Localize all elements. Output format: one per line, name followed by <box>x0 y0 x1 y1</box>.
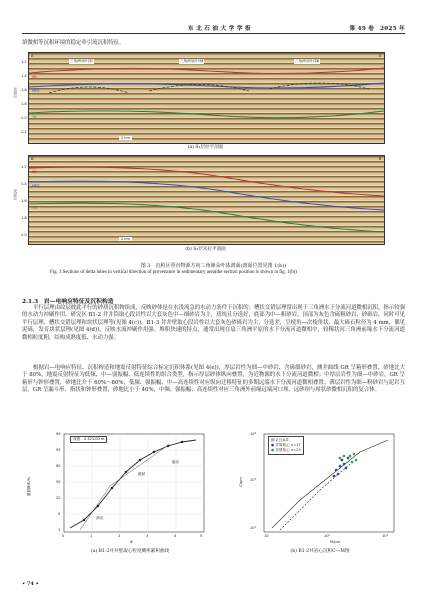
surface-sb-b: SB <box>32 170 37 174</box>
xtick-4a-3: 3 <box>146 534 149 538</box>
ytick-4b-2: 10² <box>250 526 257 530</box>
lobe-label-3: 三角洲朵叶体Ⅲ <box>295 59 320 63</box>
xtick-4a-2: 2 <box>118 534 121 538</box>
depth-tick-a-5: 2.2 <box>21 130 27 134</box>
seismic-section-b <box>28 155 385 245</box>
xlabel-4b: M/μm <box>330 540 341 544</box>
xtick-4a-1: 1 <box>90 534 93 538</box>
depth-label-a: 时间/s <box>13 87 18 98</box>
ytick-4b-0: 10⁴ <box>250 432 257 436</box>
xtick-4b-2: 10³ <box>382 534 389 538</box>
label-rolling: 滚动 <box>96 516 104 520</box>
lobe-label-2: 三角洲朵叶体Ⅱ <box>180 59 204 63</box>
journal-title: 东 北 石 油 大 学 学 报 <box>188 26 251 32</box>
surface-sb-a: SB <box>32 75 37 79</box>
seismic-section-a <box>28 52 385 144</box>
figure4a-plot <box>40 430 210 542</box>
volume-year: 第 49 卷 2025 年 <box>349 26 405 32</box>
legend-4b <box>268 436 304 455</box>
depth-tick-b-3: 1.8 <box>21 216 27 220</box>
caption-fig4a: (a) B1-2井井壁取心粒度概率累积曲线 <box>90 549 170 554</box>
depth-note: 深度：4 323.00 m <box>70 436 107 443</box>
legend-item-core: ● 井筒取心 n=17 <box>271 443 301 447</box>
label-a: A <box>31 54 34 58</box>
ytick-4b-1: 10³ <box>250 478 257 482</box>
scale-bar-b: 2 km <box>121 237 131 241</box>
depth-tick-a-1: 1.4 <box>21 74 27 78</box>
legend-title: 图 2 区A井 <box>271 438 289 442</box>
xtick-4b-0: 10 <box>264 534 269 538</box>
xlabel-4a: Φ <box>130 540 133 544</box>
section-title: 2.1.3 岩—电响应特征及沉积构造 <box>22 299 114 305</box>
depth-tick-a-0: 1.2 <box>21 60 27 64</box>
label-b-prime: B′ <box>378 157 382 161</box>
surface-mfs-b: MFS <box>32 184 40 188</box>
label-b: B <box>31 157 34 161</box>
legend-label-core: 井筒取心 n=17 <box>275 443 301 447</box>
ylabel-4b: C/μm <box>238 477 243 487</box>
caption-seismic-a: (a) S₂层拉平剖面 <box>187 145 224 150</box>
figure3-caption-en: Fig. 3 Sections of delta lobes in vertical direction of provenance in sedimentary area(the section position is shown in fig. 1(b)) <box>50 270 297 275</box>
label-jump: 跳跃 <box>138 472 146 476</box>
depth-tick-b-0: 1.2 <box>21 165 27 169</box>
ytick-4a-2: 80 <box>56 464 61 468</box>
xtick-4a-0: 0 <box>62 534 65 538</box>
ytick-4a-6: 1 <box>58 528 61 532</box>
ytick-4a-5: 5 <box>58 512 61 516</box>
legend-label-sidewall: 井壁取心 n=23 <box>275 448 301 452</box>
depth-tick-b-2: 1.6 <box>21 199 27 203</box>
caption-seismic-b: (b) S₂层未拉平剖面 <box>185 247 226 252</box>
label-suspension: 悬浮 <box>172 460 180 464</box>
xtick-4b-1: 10² <box>324 534 331 538</box>
ytick-4a-0: 99 <box>56 432 61 436</box>
label-a-prime: A′ <box>378 54 382 58</box>
figure3-caption-cn: 图 3 沉积区垂直物源方向三角洲朵叶体剖面(剖面位置见图 1(b)) <box>140 263 287 269</box>
ytick-4a-4: 20 <box>56 496 61 500</box>
surface-mfs-a: MFS <box>32 89 40 93</box>
lobe-label-1: 三角洲朵叶体Ⅰ <box>70 59 93 63</box>
xtick-4a-4: 4 <box>174 534 177 538</box>
intro-line: 填微相等沉积环境的稳定牵引流沉积特征。 <box>22 40 125 46</box>
caption-fig4b: (b) B1-2井岩心沉积C—M图 <box>290 549 350 554</box>
header-rule <box>22 33 405 34</box>
paragraph-2: 根据岩—电响应特征、沉积构造和地震反射特征综合标定沉积体系(见图 4(e))，厚层岩性为细—中砂岩、含砾细砂岩，测井曲线 GR 呈箱形叠置，砂地比大于 80%，地震反射特征为低频、中—弱振幅、低连续性的组合类型，指示厚层砂体纵向叠置，为近物源的水下分流河道微相；中厚层岩性为细—中砂岩，GR 呈箱形与钟形叠置，砂地比介于 60%～80%，低频、强振幅、中—高连续性对应纵向迁移特征的多期远端水下分流河道微相叠置；薄层岩性为细—粉砂岩与泥岩互层，GR 呈漏斗形、指状和钟形叠置，砂地比小于 40%，中频、强振幅、高连续性对应三角洲外前缘远端河口坝、远砂坝与席状砂微相沉积的复合体。 <box>22 365 405 394</box>
depth-tick-a-2: 1.6 <box>21 88 27 92</box>
depth-tick-a-3: 1.8 <box>21 102 27 106</box>
surface-ts-a: TS <box>32 115 37 119</box>
depth-tick-a-4: 2.0 <box>21 116 27 120</box>
depth-tick-b-1: 1.4 <box>21 182 27 186</box>
depth-label-b: 时间/s <box>13 189 18 200</box>
legend-item-sidewall: ● 井壁取心 n=23 <box>271 448 301 452</box>
surface-ts-b: TS <box>32 206 37 210</box>
ytick-4a-3: 50 <box>56 480 61 484</box>
page-number: • 74 • <box>22 581 39 587</box>
xtick-4a-5: 5 <box>200 534 203 538</box>
ylabel-4a: 累积概率/% <box>27 476 32 497</box>
scale-bar-a: 2 km <box>121 136 131 140</box>
ytick-4a-1: 95 <box>56 448 61 452</box>
paragraph-1: 平行层理由纹层彼此平行的砂质沉积物组成，反映砂体是在水浅流急的水动力条件下沉积的；槽状交错层理常出现于三角洲水下分流河道微相沉积，指示较强的水动力冲刷作用。研究区 B1-2 井井筒取心段岩性以大套灰色中—细砂岩为主，质纯且分选好，底部为中—粗砂岩，顶部为灰色含砾粗砂岩、砂砾岩，同时可见平行层理、槽状交错层理和块状层理等(见图 4(c))。B1-3 井井壁取心段岩性以大套灰色砂砾岩为主，分选差，呈棱角—次棱角状，最大砾石粒径为 4 mm，偶见泥砾，发育块状层理(见图 4(d))，反映水流冲刷作用强、堆积快速的特点，通常出现在扇三角洲平原的水下分流河道微相中，较稀状河三角洲前缘水下分流河道微相粒度粗，结构成熟度低、水动力强。 <box>22 305 405 341</box>
depth-tick-b-4: 2.0 <box>21 233 27 237</box>
figure4b-plot <box>240 430 400 542</box>
